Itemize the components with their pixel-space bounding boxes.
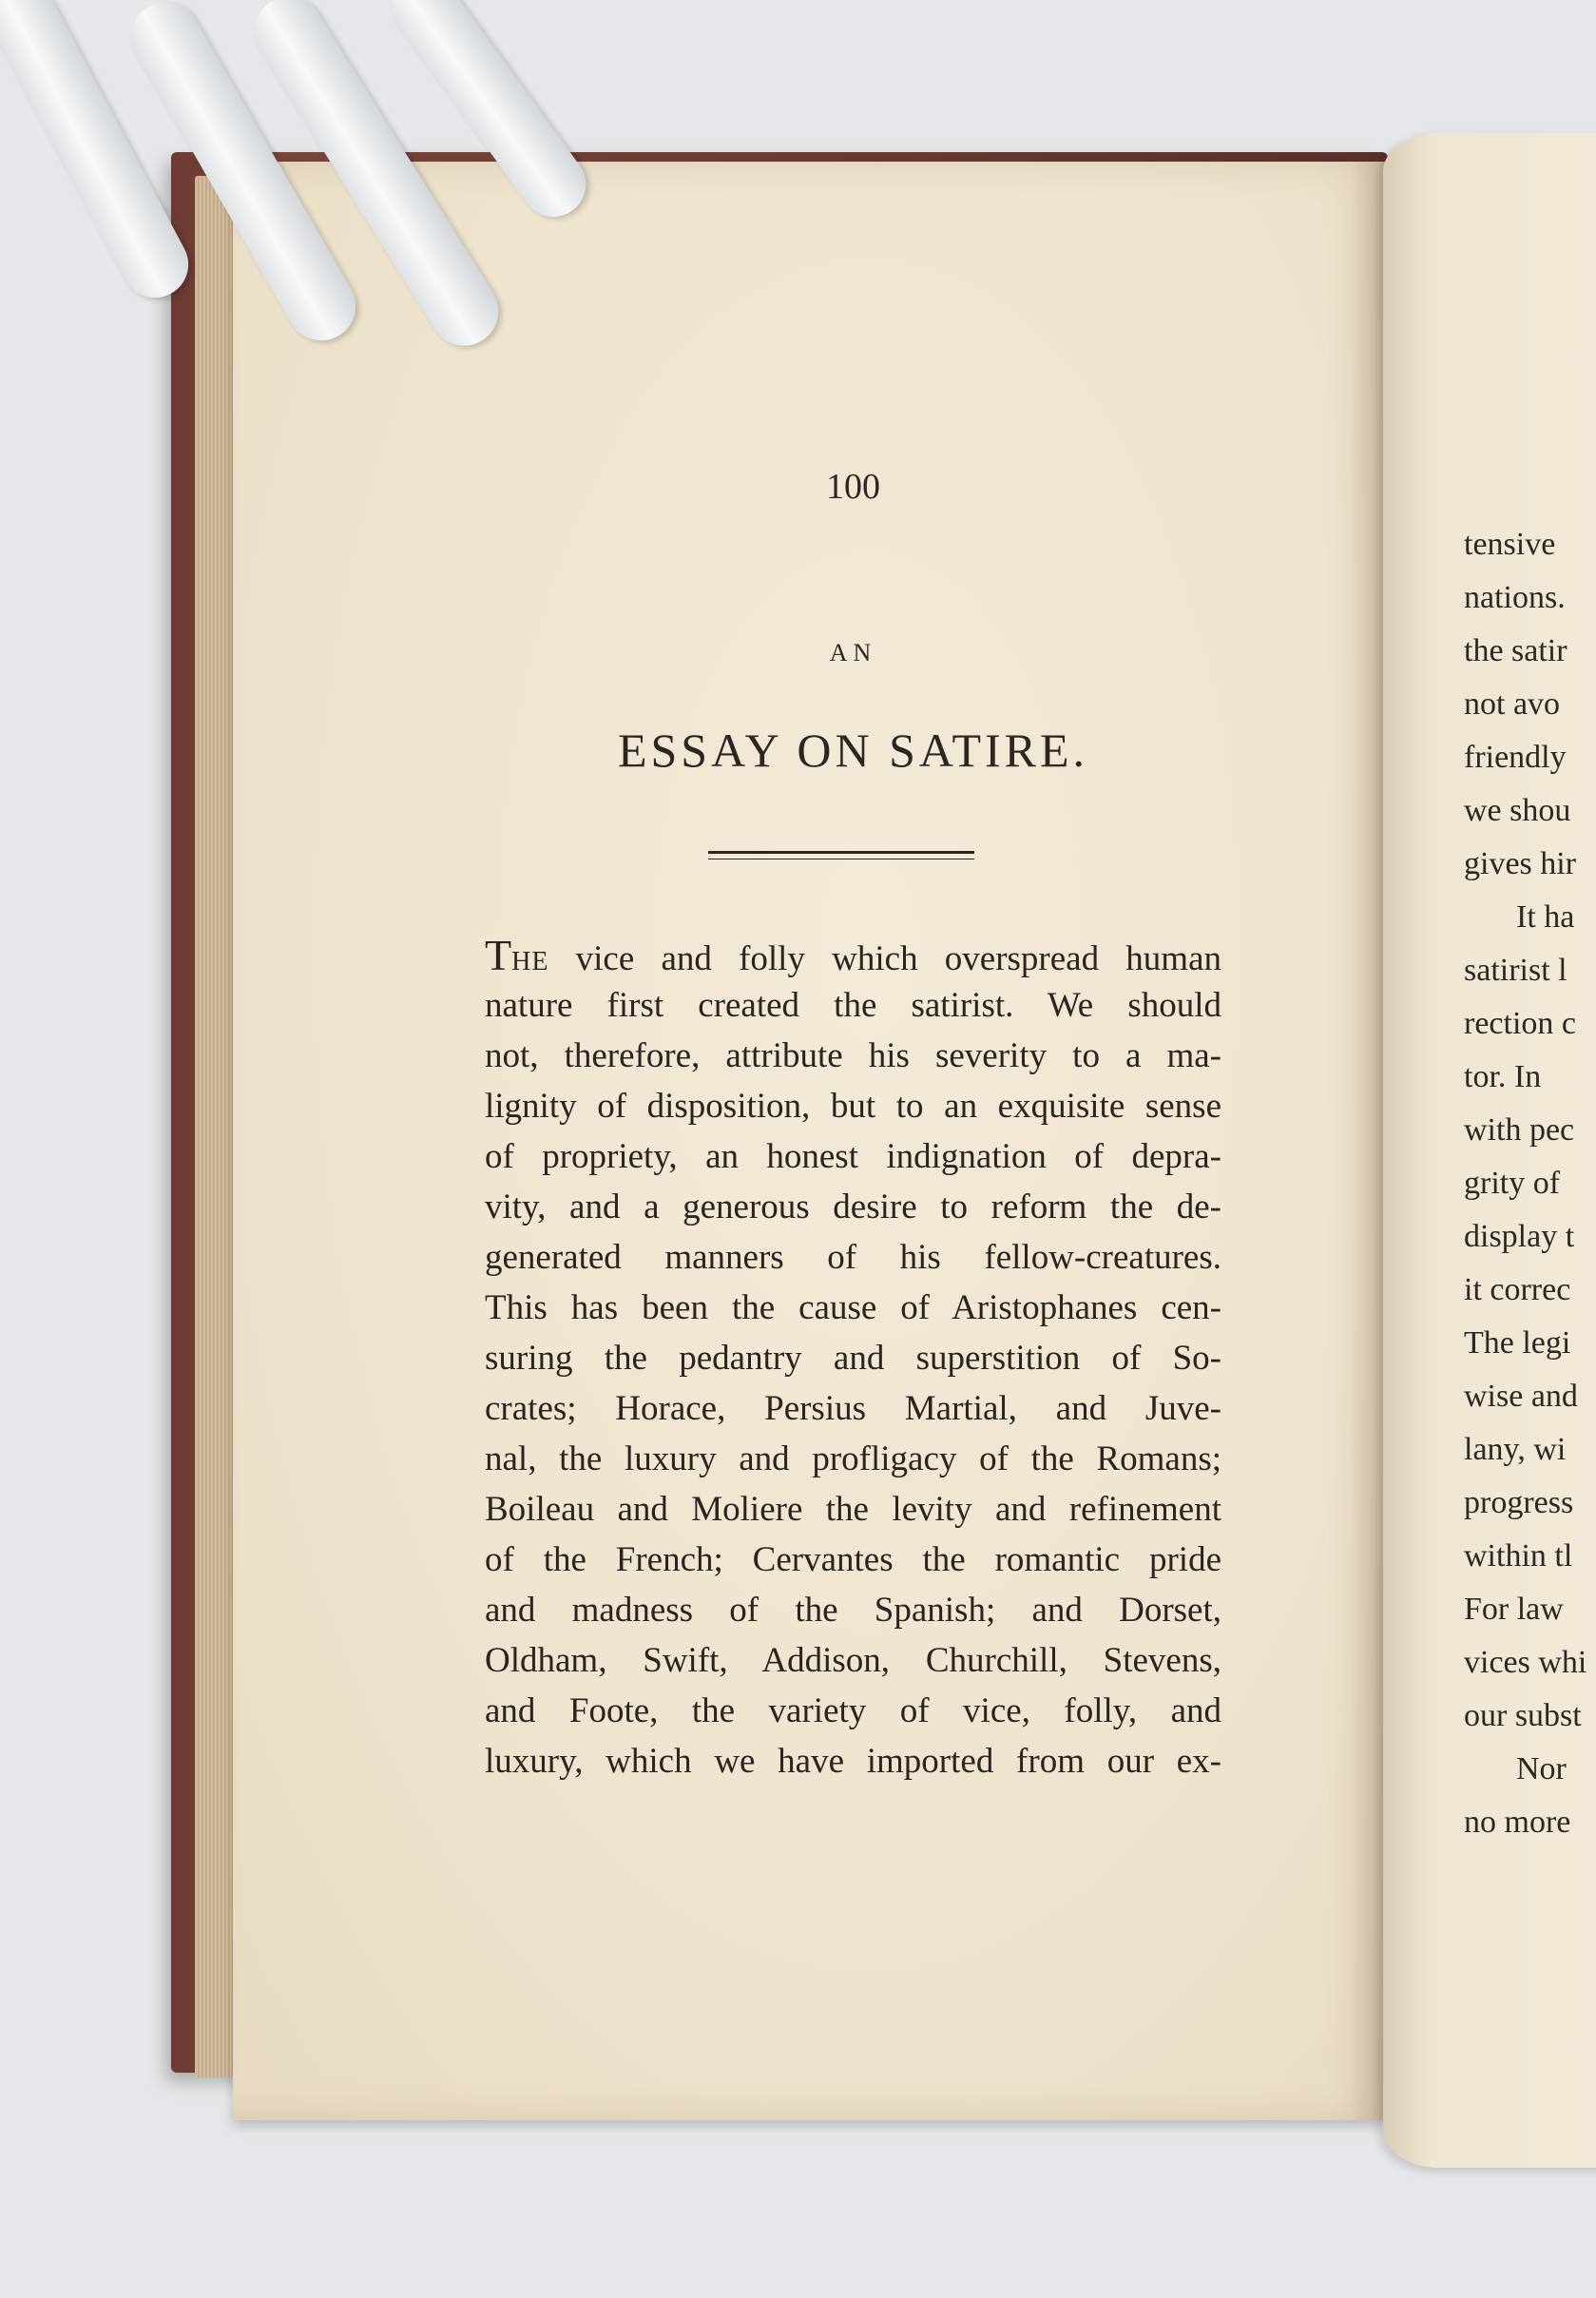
- text-line: and Foote, the variety of vice, folly, and: [485, 1691, 1221, 1730]
- right-page-text: [1464, 518, 1596, 1849]
- text-line: Oldham, Swift, Addison, Churchill, Stevens,: [485, 1641, 1221, 1680]
- right-text-line: Nor: [1516, 1751, 1567, 1786]
- right-text-line: It ha: [1516, 899, 1575, 935]
- right-text-line: we shou: [1464, 793, 1571, 828]
- page-edges: [195, 176, 233, 2077]
- right-text-line: grity of: [1464, 1166, 1561, 1201]
- right-text-line: gives hir: [1464, 846, 1577, 881]
- text-line: and madness of the Spanish; and Dorset,: [485, 1591, 1221, 1630]
- right-text-line: tensive: [1464, 527, 1556, 562]
- right-text-line: with pec: [1464, 1112, 1575, 1148]
- right-text-line: The legi: [1464, 1325, 1571, 1361]
- page-number: 100: [826, 467, 880, 507]
- right-text-line: vices whi: [1464, 1645, 1587, 1680]
- text-line: crates; Horace, Persius Martial, and Juve-: [485, 1389, 1221, 1428]
- right-text-line: satirist l: [1464, 953, 1567, 988]
- heading-an: AN: [829, 639, 877, 666]
- text-line: generated manners of his fellow-creatures.: [485, 1238, 1221, 1277]
- text-line: nature first created the satirist. We should: [485, 986, 1221, 1025]
- right-text-line: the satir: [1464, 633, 1567, 668]
- text-line: Boileau and Moliere the levity and refinement: [485, 1490, 1221, 1529]
- right-text-line: not avo: [1464, 686, 1561, 722]
- text-line: nal, the luxury and profligacy of the Romans;: [485, 1439, 1221, 1478]
- right-text-line: friendly: [1464, 740, 1567, 775]
- right-text-line: progress: [1464, 1485, 1574, 1520]
- right-text-line: wise and: [1464, 1379, 1578, 1414]
- right-text-line: within tl: [1464, 1538, 1573, 1574]
- text-line: of propriety, an honest indignation of depra-: [485, 1137, 1221, 1176]
- essay-title: ESSAY ON SATIRE.: [617, 724, 1089, 777]
- text-line: luxury, which we have imported from our ex-: [485, 1742, 1221, 1781]
- right-text-line: For law: [1464, 1592, 1564, 1627]
- text-line: lignity of disposition, but to an exquisite sense: [485, 1087, 1221, 1126]
- right-text-line: display t: [1464, 1219, 1575, 1254]
- line-text: vice and folly which overspread human: [575, 939, 1221, 978]
- text-line: vity, and a generous desire to reform the de-: [485, 1188, 1221, 1226]
- title-rule: [708, 851, 974, 854]
- text-line-first: [485, 930, 1221, 980]
- text-line: This has been the cause of Aristophanes cen-: [485, 1288, 1221, 1327]
- text-line: of the French; Cervantes the romantic pride: [485, 1540, 1221, 1579]
- text-line: not, therefore, attribute his severity to a ma-: [485, 1036, 1221, 1075]
- right-text-line: no more: [1464, 1805, 1571, 1840]
- right-text-line: lany, wi: [1464, 1432, 1567, 1467]
- right-text-line: our subst: [1464, 1698, 1582, 1733]
- right-text-line: nations.: [1464, 580, 1566, 615]
- small-caps: HE: [511, 947, 549, 976]
- right-text-line: rection c: [1464, 1006, 1576, 1041]
- text-line: suring the pedantry and superstition of So-: [485, 1339, 1221, 1378]
- essay-body: [485, 930, 1221, 1786]
- right-text-line: it correc: [1464, 1272, 1571, 1307]
- drop-cap: T: [485, 931, 512, 979]
- right-text-line: tor. In: [1464, 1059, 1542, 1094]
